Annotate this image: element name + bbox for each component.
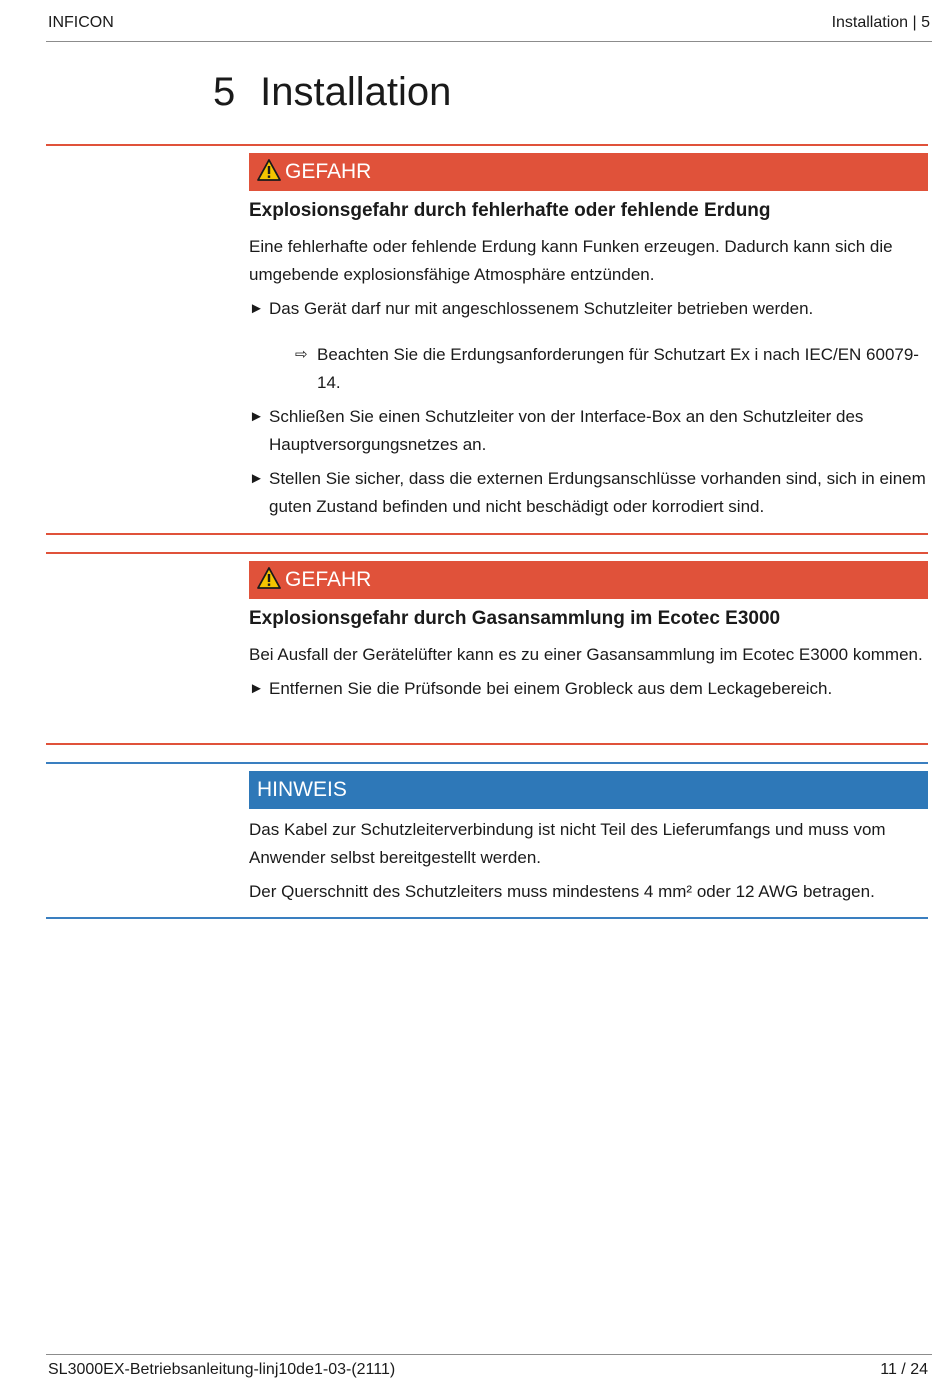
danger-description: Eine fehlerhafte oder fehlende Erdung kann Funken erzeugen. Dadurch kann sich die umgebende explosionsfähige Atmosphäre entzünden. xyxy=(249,237,893,284)
danger-title: Explosionsgefahr durch Gasansammlung im Ecotec E3000 xyxy=(249,608,781,629)
chapter-title: Installation xyxy=(260,70,452,114)
step-arrow-icon: ► xyxy=(249,470,264,487)
step-text: Schließen Sie einen Schutzleiter von der Interface-Box an den Schutzleiter des Hauptversorgungsnetzes an. xyxy=(269,407,864,454)
note-text: Der Querschnitt des Schutzleiters muss mindestens 4 mm² oder 12 AWG betragen. xyxy=(249,882,875,901)
danger-notice-gas xyxy=(46,552,928,745)
step-arrow-icon: ► xyxy=(249,300,264,317)
result-arrow-icon: ⇨ xyxy=(295,346,308,363)
warning-triangle-icon xyxy=(257,159,281,181)
step-text: Entfernen Sie die Prüfsonde bei einem Grobleck aus dem Leckagebereich. xyxy=(269,679,833,698)
instruction-result xyxy=(249,341,928,397)
page-number: 11 / 24 xyxy=(880,1361,928,1378)
instruction-step xyxy=(249,295,928,323)
note-content xyxy=(249,816,928,906)
step-arrow-icon: ► xyxy=(249,680,264,697)
step-text: Stellen Sie sicher, dass die externen Erdungsanschlüsse vorhanden sind, sich in einem guten Zustand befinden und nicht beschädigt oder korrodiert sind. xyxy=(269,469,926,516)
danger-title: Explosionsgefahr durch fehlerhafte oder fehlende Erdung xyxy=(249,200,771,221)
step-arrow-icon: ► xyxy=(249,408,264,425)
danger-description: Bei Ausfall der Gerätelüfter kann es zu einer Gasansammlung im Ecotec E3000 kommen. xyxy=(249,645,923,664)
danger-banner xyxy=(249,561,928,599)
instruction-step xyxy=(249,403,928,459)
step-text: Das Gerät darf nur mit angeschlossenem Schutzleiter betrieben werden. xyxy=(269,299,814,318)
note-banner xyxy=(249,771,928,809)
danger-label: GEFAHR xyxy=(285,160,372,184)
warning-triangle-icon xyxy=(257,567,281,589)
danger-notice-grounding xyxy=(46,144,928,535)
note-label: HINWEIS xyxy=(257,778,347,802)
page-footer xyxy=(46,1354,932,1378)
chapter-heading xyxy=(213,70,451,115)
instruction-step xyxy=(249,465,928,521)
section-label: Installation | 5 xyxy=(831,14,930,31)
note-box xyxy=(46,762,928,919)
document-id: SL3000EX-Betriebsanleitung-linj10de1-03-(2111) xyxy=(48,1361,396,1378)
instruction-step xyxy=(249,675,928,703)
chapter-number: 5 xyxy=(213,70,236,114)
danger-label: GEFAHR xyxy=(285,568,372,592)
result-text: Beachten Sie die Erdungsanforderungen für Schutzart Ex i nach IEC/EN 60079-14. xyxy=(317,345,919,392)
page-header xyxy=(46,12,932,42)
note-text: Das Kabel zur Schutzleiterverbindung ist nicht Teil des Lieferumfangs und muss vom Anwender selbst bereitgestellt werden. xyxy=(249,820,886,867)
danger-content xyxy=(249,605,928,703)
danger-content xyxy=(249,197,928,521)
danger-banner xyxy=(249,153,928,191)
brand-name: INFICON xyxy=(48,14,114,31)
